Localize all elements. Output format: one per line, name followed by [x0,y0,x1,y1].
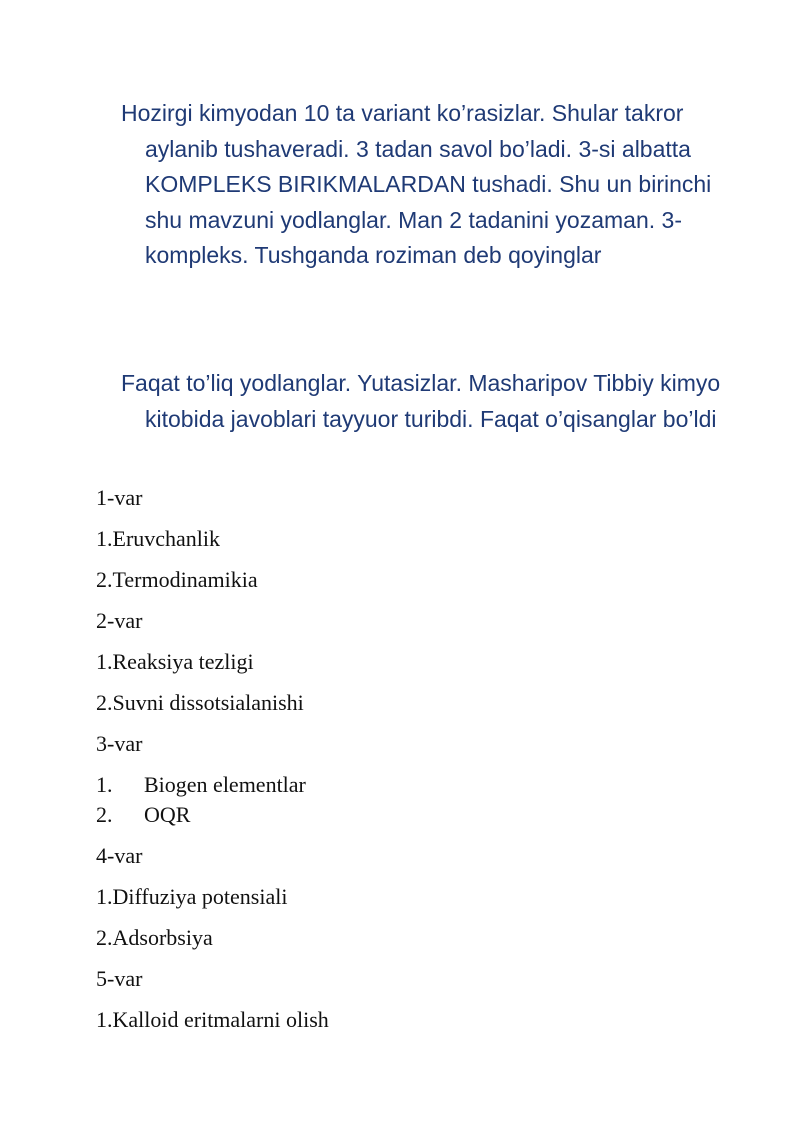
variant-item: 1.Kalloid eritmalarni olish [96,1007,329,1032]
numbered-item [96,770,736,800]
intro-note: Hozirgi kimyodan 10 ta variant ko’rasizlar. Shular takror aylanib tushaveradi. 3 tadan savol bo’ladi. 3-si albatta KOMPLEKS BIRIKMALARDAN tushadi. Shu un birinchi shu mavzuni yodlanglar. Man 2 tadanini yozaman. 3-kompleks. Tushganda roziman deb qoyinglar [121,100,712,268]
variant-item: 2.Adsorbsiya [96,925,213,950]
variant-item: 1.Diffuziya potensiali [96,884,288,909]
variant-label: 1-var [96,485,143,510]
numbered-item [96,800,736,841]
item-text: OQR [144,802,191,827]
variant-item: 1.Reaksiya tezligi [96,649,254,674]
variant-label: 2-var [96,608,143,633]
item-number: 2. [96,802,113,827]
variant-item: 2.Termodinamikia [96,567,258,592]
variant-item: 2.Suvni dissotsialanishi [96,690,304,715]
variant-label: 4-var [96,843,143,868]
variant-list [96,483,736,1046]
item-text: Biogen elementlar [144,772,306,797]
variant-label: 3-var [96,731,143,756]
advice-note: Faqat to’liq yodlanglar. Yutasizlar. Masharipov Tibbiy kimyo kitobida javoblari tayyuor turibdi. Faqat o’qisanglar bo’ldi [121,370,721,432]
variant-item: 1.Eruvchanlik [96,526,221,551]
item-number: 1. [96,772,113,797]
variant-label: 5-var [96,966,143,991]
